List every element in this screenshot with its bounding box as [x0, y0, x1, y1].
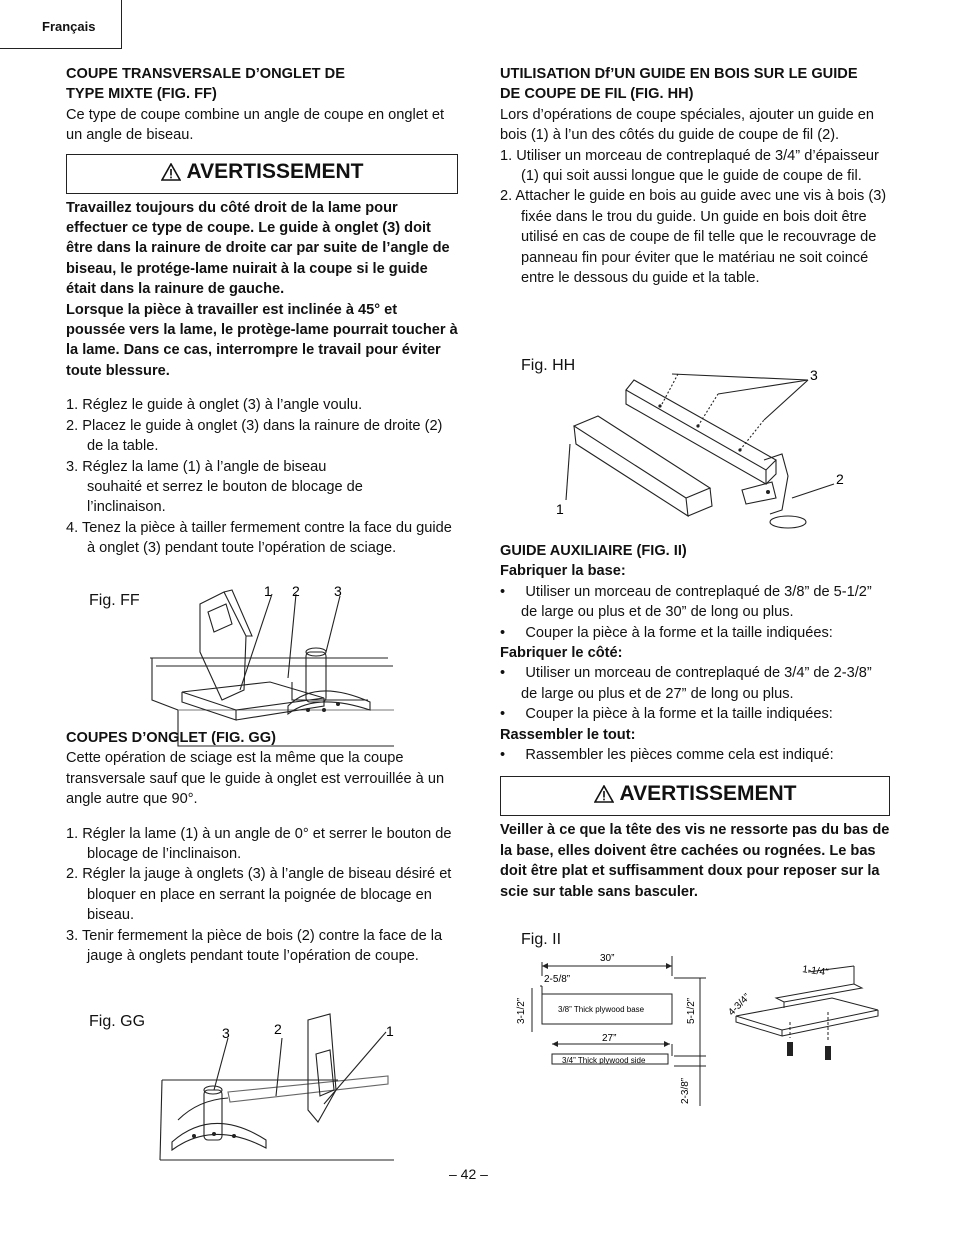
list-item: • Couper la pièce à la forme et la taille indiquées:: [500, 624, 833, 641]
list-item: 1. Utiliser un morceau de contreplaqué de 3/4” d’épaisseur (1) qui soit aussi longue que le guide de coupe de fil.: [500, 147, 879, 185]
steps-list-1: [66, 395, 458, 558]
dim-4-3-4: 4-3/4”: [726, 991, 753, 1019]
section-title-mixed-miter: COUPE TRANSVERSALE D’ONGLET DE TYPE MIXTE (FIG. FF): [66, 66, 345, 103]
fig-ff-callout-2: 2: [292, 583, 300, 599]
fig-gg-callout-1: 1: [386, 1023, 394, 1039]
warning-text-1b: Lorsque la pièce à travailler est inclinée à 45° et poussée vers la lame, le protège-lame pourrait toucher à la lame. Dans ce cas, interrompre le travail pour éviter toute blessure.: [66, 301, 458, 379]
list-item: • Utiliser un morceau de contreplaqué de 3/4” de 2-3/8” de large ou plus et de 27” de long ou plus.: [500, 665, 872, 702]
list-item: 3. Réglez la lame (1) à l’angle de biseau souhaité et serrez le bouton de blocage de l’inclinaison.: [66, 458, 363, 516]
fig-hh-illustration: [550, 364, 850, 534]
dim-3-1-2: 3-1/2”: [516, 997, 527, 1024]
base-list: [500, 582, 890, 643]
base-heading: Fabriquer la base:: [500, 563, 626, 580]
dim-27: 27”: [602, 1033, 617, 1044]
fig-ii-illustration: [510, 946, 890, 1106]
section-title-miter-cuts: COUPES D’ONGLET (FIG. GG): [66, 730, 276, 746]
left-column: [66, 64, 458, 559]
list-item: • Couper la pièce à la forme et la taille indiquées:: [500, 706, 833, 723]
warning-text-2: Veiller à ce que la tête des vis ne ressorte pas du bas de la base, elles doivent être cachées ou rognées. Le bas doit être plat et suffisamment doux pour reposer sur la scie sur table sans basculer.: [500, 822, 890, 900]
dim-2-5-8: 2-5/8”: [544, 974, 571, 985]
side-heading: Fabriquer le côté:: [500, 645, 623, 662]
list-item: • Utiliser un morceau de contreplaqué de 3/8” de 5-1/2” de large ou plus et de 30” de long ou plus.: [500, 583, 872, 621]
warning-box-1: [66, 154, 458, 194]
warning-label-2: AVERTISSEMENT: [619, 782, 797, 806]
section-body-miter-cuts: Cette opération de sciage est la même que la coupe transversale sauf que le guide à onglet est verrouillée à un angle autre que 90°.: [66, 750, 445, 808]
right-column-lower: [500, 541, 890, 902]
language-label: Français: [42, 19, 96, 34]
fig-ff-label: Fig. FF: [89, 592, 140, 609]
fig-ii-label: Fig. II: [521, 931, 562, 948]
list-item: 2. Régler la jauge à onglets (3) à l’angle de biseau désiré et bloquer en place en serrant la poignée de blocage en biseau.: [66, 866, 452, 924]
dim-30: 30”: [600, 953, 615, 964]
list-item: 2. Placez le guide à onglet (3) dans la rainure de droite (2) de la table.: [66, 417, 443, 455]
list-item: 1. Régler la lame (1) à un angle de 0° et serrer le bouton de blocage de l’inclinaison.: [66, 825, 452, 863]
right-column: [500, 64, 890, 288]
warning-box-2: [500, 776, 890, 816]
section-title-aux-guide: GUIDE AUXILIAIRE (FIG. II): [500, 543, 687, 559]
section-body-mixed-miter: Ce type de coupe combine un angle de coupe en onglet et un angle de biseau.: [66, 106, 445, 144]
warning-text-1: Travaillez toujours du côté droit de la lame pour effectuer ce type de coupe. Le guide à onglet (3) doit être dans la rainure de droite car par suite de l’angle de biseau, le protége-lame nuirait à la coupe si le guide était dans la rainure de gauche.: [66, 199, 450, 298]
list-item: 3. Tenir fermement la pièce de bois (2) contre la face de la jauge à onglets pendant toute l’opération de coupe.: [66, 927, 443, 965]
steps-list-3: [500, 146, 890, 289]
fig-ff-callout-3: 3: [334, 583, 342, 599]
assemble-heading: Rassembler le tout:: [500, 726, 636, 743]
fig-gg-label: Fig. GG: [89, 1013, 146, 1030]
fig-ff-illustration: [148, 582, 396, 748]
warning-label-1: AVERTISSEMENT: [186, 159, 364, 183]
warning-triangle-icon: [161, 163, 181, 181]
section-title-wood-guide: UTILISATION Df’UN GUIDE EN BOIS SUR LE GUIDE DE COUPE DE FIL (FIG. HH): [500, 66, 858, 103]
language-tab: [0, 0, 122, 49]
fig-hh-callout-1: 1: [556, 501, 564, 517]
dim-5-1-2: 5-1/2”: [686, 997, 697, 1024]
fig-gg-illustration: [158, 1010, 396, 1162]
fig-gg-callout-3: 3: [222, 1025, 230, 1041]
assemble-list: [500, 745, 890, 765]
list-item: 1. Réglez le guide à onglet (3) à l’angle voulu.: [66, 397, 363, 414]
dim-2-3-8: 2-3/8”: [680, 1077, 691, 1104]
page-number: – 42 –: [449, 1166, 488, 1182]
side-part-label: 3/4” Thick plywood side: [562, 1056, 646, 1065]
fig-hh-callout-3: 3: [810, 367, 818, 383]
side-list: [500, 663, 890, 724]
base-part-label: 3/8” Thick plywood base: [558, 1005, 645, 1014]
dim-1-1-4: 1-1/4”: [801, 964, 829, 979]
list-item: 4. Tenez la pièce à tailler fermement contre la face du guide à onglet (3) pendant toute l’opération de sciage.: [66, 519, 452, 557]
list-item: 2. Attacher le guide en bois au guide avec une vis à bois (3) fixée dans le trou du guide. Un guide en bois doit être utilisé en cas de coupe de fil telle que le recouvrage de panneau fin pour éviter que le matériau ne soit coincé entre le dessous du guide et la table.: [500, 188, 887, 287]
fig-hh-label: Fig. HH: [521, 357, 576, 374]
fig-hh-callout-2: 2: [836, 471, 844, 487]
fig-ff-callout-1: 1: [264, 583, 272, 599]
warning-triangle-icon: [594, 785, 614, 803]
section-body-wood-guide: Lors d’opérations de coupe spéciales, ajouter un guide en bois (1) à l’un des côtés du guide de coupe de fil (2).: [500, 106, 875, 144]
left-column-lower: [66, 728, 458, 966]
steps-list-2: [66, 824, 458, 967]
list-item: • Rassembler les pièces comme cela est indiqué:: [500, 747, 834, 764]
fig-gg-callout-2: 2: [274, 1021, 282, 1037]
